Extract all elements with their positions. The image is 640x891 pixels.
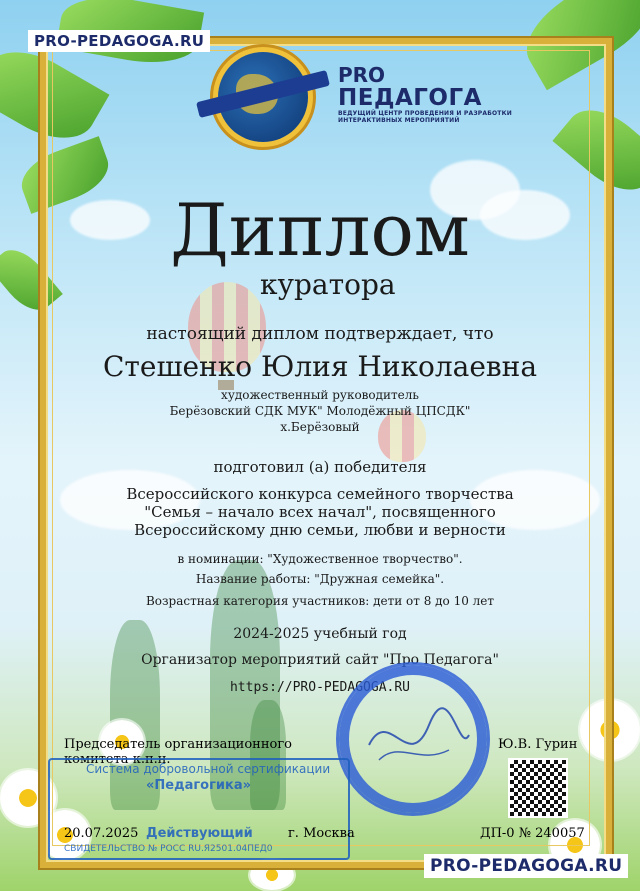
seal-signature-icon (339, 665, 487, 813)
logo-line2: ПЕДАГОГА (338, 85, 482, 111)
work-title: Название работы: "Дружная семейка". (195, 572, 445, 586)
recipient-position: художественный руководитель (221, 388, 419, 402)
signer-name: Ю.В. Гурин (498, 737, 578, 752)
footer-date: 20.07.2025 (64, 826, 139, 841)
contest-line1: Всероссийского конкурса семейного творчества (126, 485, 514, 503)
recipient-organization: Берёзовский СДК МУК" Молодёжный ЦПСДК" (169, 404, 471, 418)
watermark-top: PRO-PEDAGOGA.RU (28, 30, 210, 52)
prepared-text: подготовил (а) победителя (213, 458, 427, 476)
organizer: Организатор мероприятий сайт "Про Педагога" (141, 652, 499, 668)
recipient-name: Стешенко Юлия Николаевна (102, 350, 538, 383)
certification-stamp (48, 758, 350, 860)
stamp-cert: СВИДЕТЕЛЬСТВО № РОСС RU.Я2501.04ПЕД0 (64, 844, 273, 854)
stamp-line2: «Педагогика» (146, 778, 251, 793)
organization-seal (336, 662, 490, 816)
watermark-bottom: PRO-PEDAGOGA.RU (424, 854, 628, 878)
diploma-subtitle: куратора (260, 268, 396, 301)
website-url: https://PRO-PEDAGOGA.RU (229, 680, 410, 695)
logo-text (338, 64, 512, 124)
contest-line3: Всероссийскому дню семьи, любви и верности (134, 521, 506, 539)
logo-line4: ИНТЕРАКТИВНЫХ МЕРОПРИЯТИЙ (338, 117, 460, 124)
stamp-status: Действующий (146, 826, 253, 841)
chair-line2: комитета к.п.н. (64, 752, 171, 767)
diploma-title: Диплом (170, 188, 470, 272)
stamp-line1: Система добровольной сертификации (86, 762, 331, 776)
logo-line3: ВЕДУЩИЙ ЦЕНТР ПРОВЕДЕНИЯ И РАЗРАБОТКИ (338, 110, 512, 117)
gold-frame-inner (52, 50, 590, 846)
contest-line2: "Семья – начало всех начал", посвященного (144, 503, 496, 521)
logo-line1: PRO (338, 63, 386, 87)
qr-code (508, 758, 568, 818)
chair-line1: Председатель организационного (64, 737, 292, 752)
footer-number: ДП-0 № 240057 (480, 826, 585, 841)
recipient-location: х.Берёзовый (280, 420, 360, 434)
confirm-text: настоящий диплом подтверждает, что (146, 324, 494, 344)
school-year: 2024-2025 учебный год (233, 626, 407, 642)
nomination: в номинации: "Художественное творчество". (177, 552, 463, 566)
footer-city: г. Москва (288, 826, 355, 841)
age-category: Возрастная категория участников: дети от 8 до 10 лет (145, 594, 495, 608)
